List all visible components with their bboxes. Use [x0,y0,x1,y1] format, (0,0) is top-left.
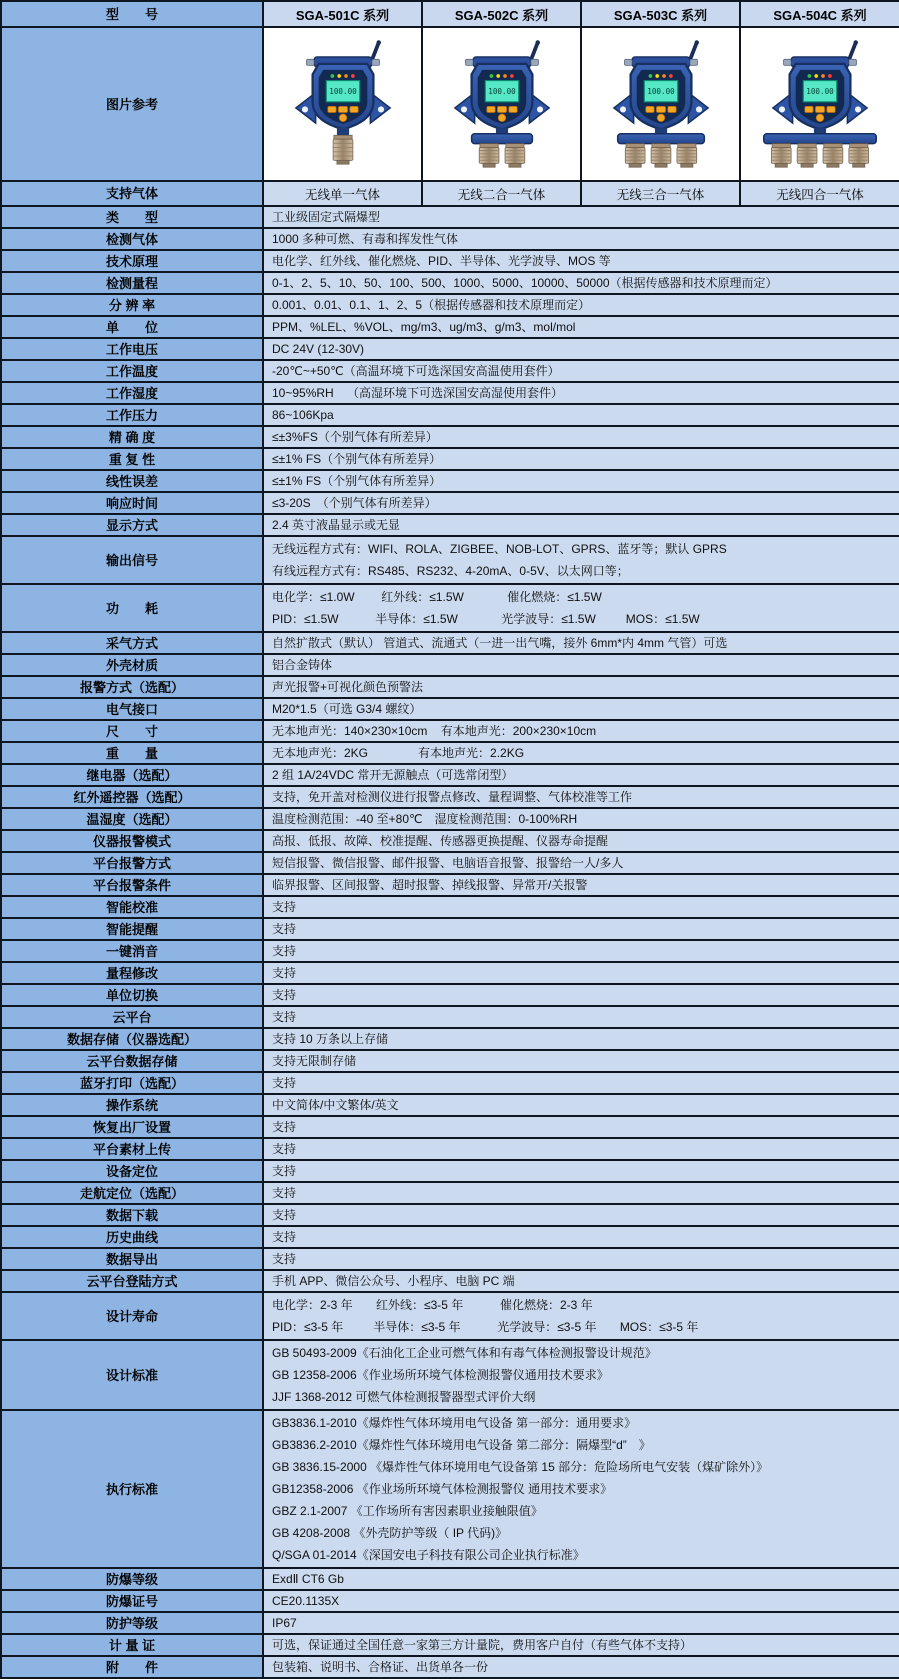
spec-row-value [263,584,899,632]
gas-detector-illustration [744,38,896,171]
spec-row-value-line: PID：≤3-5 年 半导体：≤3-5 年 光学波导：≤3-5 年 MOS：≤3-5 年 [272,1320,699,1334]
spec-row [1,1270,899,1292]
spec-row [1,536,899,584]
spec-row-value-line: 有线远程方式有：RS485、RS232、4-20mA、0-5V、以太网口等； [272,564,629,578]
spec-row-value-line: GB12358-2006 《作业场所环境气体检测报警仪 通用技术要求》 [272,1482,613,1496]
spec-row [1,514,899,536]
supported-gas-row [1,181,899,206]
spec-row-value-line: JJF 1368-2012 可燃气体检测报警器型式评价大纲 [272,1390,536,1404]
spec-row-value: 自然扩散式（默认） 管道式、流通式（一进一出气嘴，接外 6mm*内 4mm 气管）可选 [263,632,899,654]
spec-row-label: 类 型 [1,206,263,228]
spec-row-label: 分 辨 率 [1,294,263,316]
spec-row [1,808,899,830]
spec-row [1,316,899,338]
spec-row [1,962,899,984]
spec-row-value-line: GB 3836.15-2000 《爆炸性气体环境用电气设备第 15 部分：危险场所电气安装（煤矿除外）》 [272,1460,769,1474]
spec-row-value: 手机 APP、微信公众号、小程序、电脑 PC 端 [263,1270,899,1292]
spec-row [1,874,899,896]
supported-gas-sga501c: 无线单一气体 [263,181,422,206]
spec-row-value: 支持 [263,896,899,918]
spec-row-value: 可选，保证通过全国任意一家第三方计量院，费用客户自付（有些气体不支持） [263,1634,899,1656]
spec-row-label: 设计标准 [1,1340,263,1410]
spec-row-label: 操作系统 [1,1094,263,1116]
spec-row-label: 智能提醒 [1,918,263,940]
spec-row-label: 检测气体 [1,228,263,250]
spec-row-value: 高报、低报、故障、校准提醒、传感器更换提醒、仪器寿命提醒 [263,830,899,852]
spec-row-label: 重 复 性 [1,448,263,470]
spec-row-label: 线性误差 [1,470,263,492]
spec-row-label: 工作电压 [1,338,263,360]
spec-row-value-line: GBZ 2.1-2007 《工作场所有害因素职业接触限值》 [272,1504,543,1518]
spec-row [1,852,899,874]
device-image-sga502c [422,27,581,181]
spec-row-value-line: 电化学：≤1.0W 红外线：≤1.5W 催化燃烧：≤1.5W [272,590,602,604]
spec-row-value: 支持 [263,984,899,1006]
spec-row-value: ExdⅡ CT6 Gb [263,1568,899,1590]
spec-row [1,1410,899,1568]
spec-row-label: 平台素材上传 [1,1138,263,1160]
spec-row-value: 临界报警、区间报警、超时报警、掉线报警、异常开/关报警 [263,874,899,896]
model-name-sga503c: SGA-503C 系列 [581,1,740,27]
spec-row-value: M20*1.5（可选 G3/4 螺纹） [263,698,899,720]
spec-row-value: 无本地声光：2KG 有本地声光：2.2KG [263,742,899,764]
spec-row-value-line: GB 50493-2009《石油化工企业可燃气体和有毒气体检测报警设计规范》 [272,1346,657,1360]
svg-text:100.00: 100.00 [806,86,834,96]
spec-row-value-line: Q/SGA 01-2014《深国安电子科技有限公司企业执行标准》 [272,1548,585,1562]
spec-row-value: 0-1、2、5、10、50、100、500、1000、5000、10000、50000（根据传感器和技术原理而定） [263,272,899,294]
spec-row-value: 2 组 1A/24VDC 常开无源触点（可选常闭型） [263,764,899,786]
spec-rows-body [1,206,899,1678]
spec-row [1,1072,899,1094]
spec-row-value: 支持 [263,962,899,984]
spec-row-label: 检测量程 [1,272,263,294]
spec-row [1,984,899,1006]
product-image-row [1,27,899,181]
spec-row [1,1292,899,1340]
spec-row-value: ≤±1% FS（个别气体有所差异） [263,470,899,492]
spec-row [1,492,899,514]
spec-row-value: 支持 [263,1182,899,1204]
spec-row-label: 平台报警条件 [1,874,263,896]
spec-row-label: 单位切换 [1,984,263,1006]
spec-row [1,250,899,272]
spec-row-value: ≤±3%FS（个别气体有所差异） [263,426,899,448]
spec-row-label: 输出信号 [1,536,263,584]
spec-row-value: 支持 [263,1072,899,1094]
spec-row [1,272,899,294]
spec-row-value: 支持 [263,1248,899,1270]
device-image-sga501c [263,27,422,181]
spec-row-value: 支持 [263,1006,899,1028]
spec-row-label: 蓝牙打印（选配） [1,1072,263,1094]
spec-row-value: ≤3-20S （个别气体有所差异） [263,492,899,514]
spec-row-value-line: 电化学：2-3 年 红外线：≤3-5 年 催化燃烧：2-3 年 [272,1298,593,1312]
spec-row-label: 数据导出 [1,1248,263,1270]
spec-row-label: 历史曲线 [1,1226,263,1248]
spec-row [1,426,899,448]
spec-row [1,940,899,962]
spec-row-label: 智能校准 [1,896,263,918]
spec-row-value: 支持 [263,1138,899,1160]
spec-row-value: 支持 [263,1226,899,1248]
spec-row-value: 包装箱、说明书、合格证、出货单各一份 [263,1656,899,1678]
spec-row-label: 设计寿命 [1,1292,263,1340]
spec-row [1,1028,899,1050]
spec-row-label: 平台报警方式 [1,852,263,874]
spec-row-value: 2.4 英寸液晶显示或无显 [263,514,899,536]
spec-row-label: 防爆等级 [1,1568,263,1590]
spec-row-value [263,1292,899,1340]
spec-row-label: 仪器报警模式 [1,830,263,852]
spec-row [1,918,899,940]
spec-row-value: 支持 [263,940,899,962]
spec-row-value [263,1340,899,1410]
spec-row-value: DC 24V (12-30V) [263,338,899,360]
spec-row-value-line: GB3836.1-2010《爆炸性气体环境用电气设备 第一部分：通用要求》 [272,1416,637,1430]
spec-row [1,584,899,632]
spec-row [1,1116,899,1138]
spec-row-value: 温度检测范围：-40 至+80℃ 湿度检测范围：0-100%RH [263,808,899,830]
spec-row [1,698,899,720]
svg-text:100.00: 100.00 [328,86,357,96]
spec-row-label: 报警方式（选配） [1,676,263,698]
spec-row-label: 云平台登陆方式 [1,1270,263,1292]
spec-row-value: 声光报警+可视化颜色预警法 [263,676,899,698]
model-name-sga504c: SGA-504C 系列 [740,1,899,27]
spec-row-value: 1000 多种可燃、有毒和挥发性气体 [263,228,899,250]
spec-row-value: ≤±1% FS（个别气体有所差异） [263,448,899,470]
spec-row-value: 支持，免开盖对检测仪进行报警点修改、量程调整、气体校准等工作 [263,786,899,808]
spec-row [1,1050,899,1072]
spec-row-value: 支持 [263,1204,899,1226]
spec-row [1,404,899,426]
spec-row-label: 外壳材质 [1,654,263,676]
spec-row [1,448,899,470]
gas-detector-illustration [426,38,578,171]
spec-row [1,382,899,404]
spec-row-value [263,1410,899,1568]
spec-row-label: 云平台 [1,1006,263,1028]
spec-row [1,1612,899,1634]
spec-row-label: 恢复出厂设置 [1,1116,263,1138]
spec-row-value: 电化学、红外线、催化燃烧、PID、半导体、光学波导、MOS 等 [263,250,899,272]
spec-row-label: 重 量 [1,742,263,764]
spec-row-value: PPM、%LEL、%VOL、mg/m3、ug/m3、g/m3、mol/mol [263,316,899,338]
spec-row [1,1094,899,1116]
spec-row-label: 工作温度 [1,360,263,382]
spec-row [1,338,899,360]
spec-row-label: 数据下载 [1,1204,263,1226]
device-image-sga504c [740,27,899,181]
spec-row-label: 响应时间 [1,492,263,514]
spec-row-label: 执行标准 [1,1410,263,1568]
spec-row-value-line: 无线远程方式有：WIFI、ROLA、ZIGBEE、NOB-LOT、GPRS、蓝牙等；默认 GPRS [272,542,727,556]
spec-row [1,742,899,764]
spec-row-value [263,536,899,584]
spec-row [1,1634,899,1656]
spec-row [1,830,899,852]
device-image-sga503c [581,27,740,181]
spec-row-label: 精 确 度 [1,426,263,448]
spec-row-value: -20℃~+50℃（高温环境下可选深国安高温使用套件） [263,360,899,382]
spec-row-label: 继电器（选配） [1,764,263,786]
spec-row-label: 功 耗 [1,584,263,632]
spec-row [1,228,899,250]
spec-row [1,206,899,228]
model-header-row [1,1,899,27]
spec-row-label: 走航定位（选配） [1,1182,263,1204]
model-name-sga502c: SGA-502C 系列 [422,1,581,27]
spec-row-label: 工作压力 [1,404,263,426]
spec-row-value: 工业级固定式隔爆型 [263,206,899,228]
spec-row-value-line: GB3836.2-2010《爆炸性气体环境用电气设备 第二部分：隔爆型“d” 》 [272,1438,651,1452]
spec-row-label: 电气接口 [1,698,263,720]
spec-row-label: 一键消音 [1,940,263,962]
spec-row-label: 数据存储（仪器选配） [1,1028,263,1050]
spec-row [1,1182,899,1204]
spec-row-label: 尺 寸 [1,720,263,742]
spec-row-label: 单 位 [1,316,263,338]
spec-row-value: 中文简体/中文繁体/英文 [263,1094,899,1116]
spec-row-label: 计 量 证 [1,1634,263,1656]
spec-row [1,1204,899,1226]
spec-row [1,1590,899,1612]
spec-row [1,1160,899,1182]
spec-row [1,360,899,382]
spec-row-label: 采气方式 [1,632,263,654]
gas-detector-illustration [267,38,419,171]
spec-row-label: 工作湿度 [1,382,263,404]
spec-row [1,1006,899,1028]
spec-row-value: IP67 [263,1612,899,1634]
spec-row-value: 支持 [263,1160,899,1182]
supported-gas-sga502c: 无线二合一气体 [422,181,581,206]
spec-row-value: 短信报警、微信报警、邮件报警、电脑语音报警、报警给一人/多人 [263,852,899,874]
spec-row-label: 云平台数据存储 [1,1050,263,1072]
spec-row-label: 防护等级 [1,1612,263,1634]
spec-row [1,764,899,786]
spec-row-value: 支持 [263,918,899,940]
spec-row-value-line: GB 4208-2008 《外壳防护等级（ IP 代码)》 [272,1526,508,1540]
model-name-sga501c: SGA-501C 系列 [263,1,422,27]
spec-row-value: 铝合金铸体 [263,654,899,676]
model-header-label: 型 号 [1,1,263,27]
supported-gas-label: 支持气体 [1,181,263,206]
spec-row-value-line: PID：≤1.5W 半导体：≤1.5W 光学波导：≤1.5W MOS：≤1.5W [272,612,700,626]
supported-gas-sga503c: 无线三合一气体 [581,181,740,206]
spec-row [1,1248,899,1270]
spec-row-label: 显示方式 [1,514,263,536]
gas-detector-illustration [585,38,737,171]
spec-row [1,654,899,676]
spec-row-value: 86~106Kpa [263,404,899,426]
image-row-label: 图片参考 [1,27,263,181]
spec-row [1,676,899,698]
spec-row-value: 10~95%RH （高湿环境下可选深国安高湿使用套件） [263,382,899,404]
spec-row-label: 附 件 [1,1656,263,1678]
spec-row-value: 0.001、0.01、0.1、1、2、5（根据传感器和技术原理而定） [263,294,899,316]
spec-row [1,896,899,918]
spec-row-value: 支持 10 万条以上存储 [263,1028,899,1050]
spec-row [1,294,899,316]
spec-row [1,720,899,742]
spec-row-value: 支持 [263,1116,899,1138]
spec-row-label: 量程修改 [1,962,263,984]
spec-row [1,1656,899,1678]
spec-row-label: 红外遥控器（选配） [1,786,263,808]
spec-row-label: 技术原理 [1,250,263,272]
spec-row-value: 无本地声光：140×230×10cm 有本地声光：200×230×10cm [263,720,899,742]
spec-row-label: 防爆证号 [1,1590,263,1612]
spec-row-value: 支持无限制存储 [263,1050,899,1072]
spec-row-label: 温湿度（选配） [1,808,263,830]
spec-row-label: 设备定位 [1,1160,263,1182]
spec-row [1,1138,899,1160]
spec-row-value: CE20.1135X [263,1590,899,1612]
spec-row [1,786,899,808]
spec-row [1,632,899,654]
supported-gas-sga504c: 无线四合一气体 [740,181,899,206]
spec-row [1,1340,899,1410]
svg-text:100.00: 100.00 [487,86,516,96]
spec-row-value-line: GB 12358-2006《作业场所环境气体检测报警仪通用技术要求》 [272,1368,609,1382]
spec-row [1,470,899,492]
spec-row [1,1568,899,1590]
spec-row [1,1226,899,1248]
svg-text:100.00: 100.00 [646,86,675,96]
